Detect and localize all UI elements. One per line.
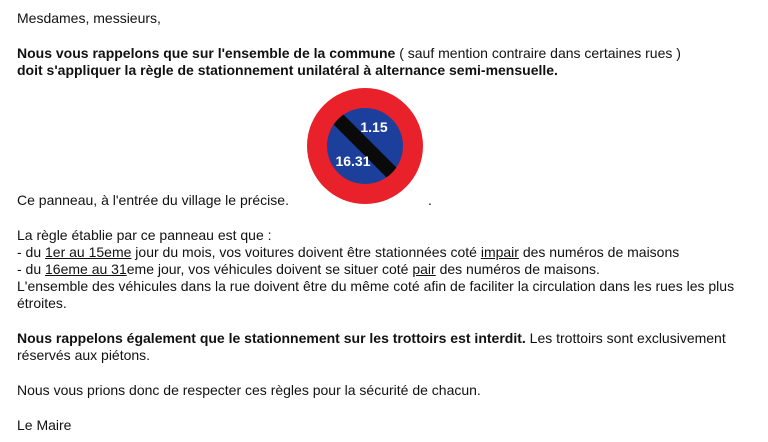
sidewalk-normal-text: Les trottoirs sont exclusivement [525, 330, 726, 346]
rule-closing-line-1: L'ensemble des véhicules dans la rue doivent être du même coté afin de faciliter la circulation dans les rues les plus [17, 278, 735, 294]
sidewalk-line-1 [17, 330, 726, 347]
sidewalk-line-2: réservés aux piétons. [17, 347, 151, 363]
sidewalk-bold-text: Nous rappelons également que le stationnement sur les trottoirs est interdit. [17, 330, 526, 346]
rule-closing-line-2: étroites. [17, 295, 67, 311]
rule-item-even [17, 261, 600, 278]
rule-item-odd-side: impair [480, 244, 519, 260]
rule-item-odd-days: 1er au 15eme [45, 244, 132, 260]
reminder-line-2: doit s'appliquer la règle de stationnement unilatéral à alternance semi-mensuelle. [17, 62, 558, 78]
rule-item-odd-suffix: des numéros de maisons [518, 244, 680, 260]
sign-top-text: 1.15 [360, 119, 388, 135]
reminder-exception-text: ( sauf mention contraire dans certaines rues ) [395, 45, 681, 61]
rule-item-even-days: 16eme au 31 [45, 261, 127, 277]
greeting: Mesdames, messieurs, [17, 10, 161, 26]
rule-item-even-prefix: - du [17, 261, 46, 277]
rule-item-odd-prefix: - du [17, 244, 46, 260]
sign-caption-trailing-dot: . [428, 192, 432, 208]
no-parking-semi-monthly-sign-icon [303, 84, 427, 208]
rule-item-odd [17, 244, 679, 261]
reminder-line-1 [17, 45, 681, 62]
rule-item-even-middle: eme jour, vos véhicules doivent se situer coté [126, 261, 413, 277]
rule-intro: La règle établie par ce panneau est que : [17, 227, 272, 243]
signature: Le Maire [17, 417, 72, 433]
rule-item-odd-middle: jour du mois, vos voitures doivent être stationnées coté [131, 244, 481, 260]
sign-caption: Ce panneau, à l'entrée du village le précise. [17, 192, 289, 208]
rule-item-even-suffix: des numéros de maisons. [435, 261, 600, 277]
request-text: Nous vous prions donc de respecter ces règles pour la sécurité de chacun. [17, 382, 481, 398]
rule-item-even-side: pair [412, 261, 436, 277]
reminder-bold-text: Nous vous rappelons que sur l'ensemble de la commune [17, 45, 396, 61]
sign-bottom-text: 16.31 [335, 153, 371, 169]
